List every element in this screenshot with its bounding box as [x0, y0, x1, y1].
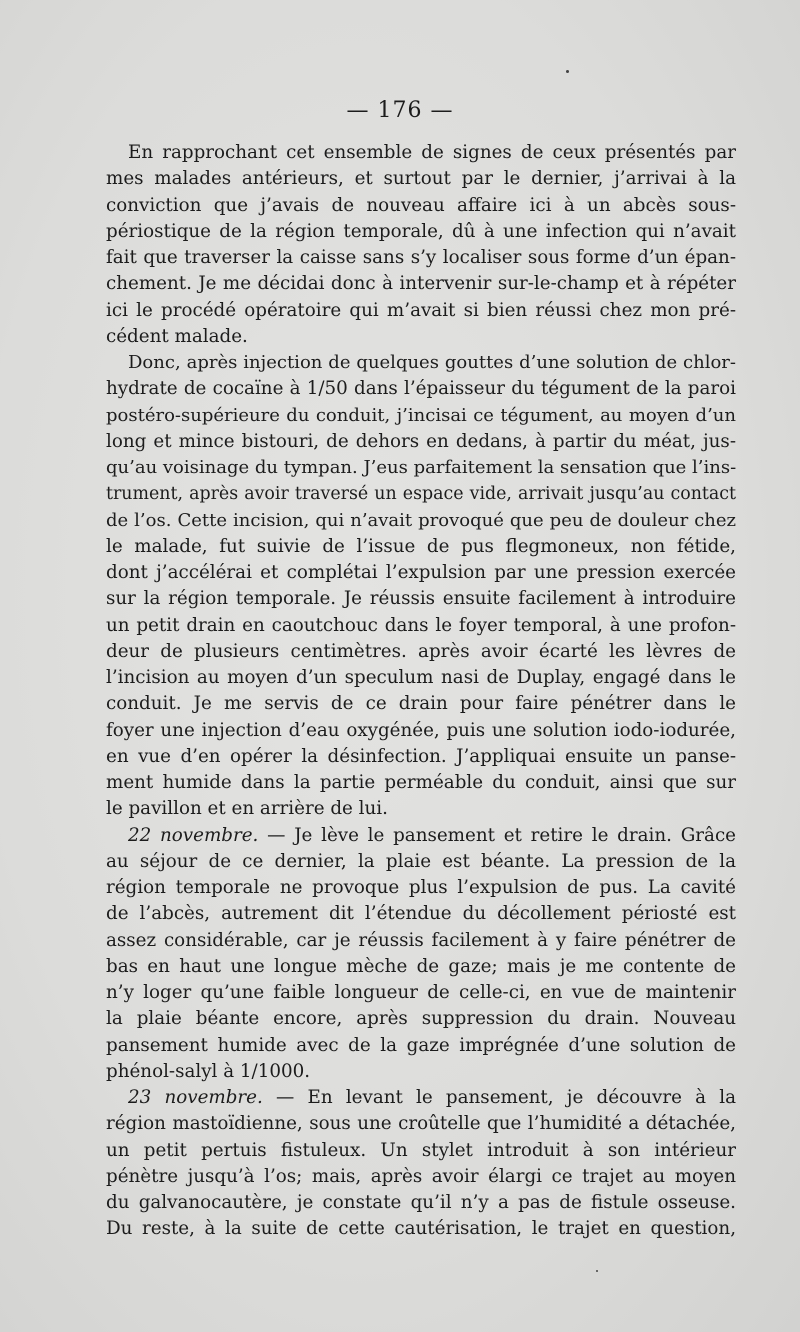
line-text: dont j’accélérai et complétai l’expulsion par une pression exercée — [106, 562, 736, 583]
text-line — [106, 1164, 736, 1190]
text-line — [106, 770, 736, 796]
line-text: — En levant le pansement, je découvre à la — [262, 1087, 736, 1108]
line-text: trument, après avoir traversé un espace vide, arrivait jusqu’au contact — [106, 484, 736, 505]
line-text: sur la région temporale. Je réussis ensuite facilement à introduire — [106, 588, 736, 610]
text-line — [106, 403, 736, 429]
line-text: Du reste, à la suite de cette cautérisation, le trajet en question, — [106, 1218, 736, 1240]
line-text: postéro-supérieure du conduit, j’incisai ce tégument, au moyen d’un — [106, 404, 736, 426]
line-text: de l’os. Cette incision, qui n’avait provoqué que peu de douleur chez — [106, 509, 736, 531]
text-line — [106, 796, 736, 822]
line-text: — Je lève le pansement et retire le drain. Grâce — [258, 824, 736, 846]
text-line — [106, 429, 736, 455]
line-text: de l’abcès, autrement dit l’étendue du décollement périosté est — [106, 903, 736, 925]
text-line — [106, 481, 736, 507]
text-line — [106, 954, 736, 980]
text-line — [106, 298, 736, 324]
line-text: région mastoïdienne, sous une croûtelle que l’humidité a détachée, — [106, 1113, 736, 1135]
line-text: deur de plusieurs centimètres. après avoir écarté les lèvres de — [106, 640, 736, 662]
line-text: En rapprochant cet ensemble de signes de ceux présentés par — [128, 142, 736, 163]
text-line — [106, 849, 736, 875]
line-text: région temporale ne provoque plus l’expulsion de pus. La cavité — [106, 877, 736, 898]
text-line — [106, 875, 736, 901]
text-line — [106, 1190, 736, 1216]
line-text: pénètre jusqu’à l’os; mais, après avoir élargi ce trajet au moyen — [106, 1165, 736, 1187]
line-text: le pavillon et en arrière de lui. — [106, 798, 388, 820]
line-text: conviction que j’avais de nouveau affaire ici à un abcès sous- — [106, 194, 736, 216]
line-text: au séjour de ce dernier, la plaie est béante. La pression de la — [106, 850, 736, 872]
ink-speck — [566, 70, 569, 73]
line-text: phénol-salyl à 1/1000. — [106, 1060, 311, 1082]
line-text: long et mince bistouri, de dehors en dedans, à partir du méat, jus- — [106, 430, 736, 452]
entry-date: 22 novembre. — [128, 824, 259, 846]
text-line — [106, 613, 736, 639]
text-line — [106, 1085, 736, 1111]
text-line — [106, 193, 736, 219]
text-line — [106, 245, 736, 271]
text-line — [106, 534, 736, 560]
text-line — [106, 665, 736, 691]
text-line — [106, 560, 736, 586]
entry-date: 23 novembre. — [128, 1087, 263, 1108]
ink-speck — [596, 1270, 598, 1272]
text-line — [106, 1138, 736, 1164]
text-line — [106, 1006, 736, 1032]
text-line — [106, 219, 736, 245]
line-text: un petit drain en caoutchouc dans le foyer temporal, à une profon- — [106, 614, 736, 636]
line-text: Donc, après injection de quelques gouttes d’une solution de chlor- — [128, 352, 736, 373]
line-text: chement. Je me décidai donc à intervenir sur-le-champ et à répéter — [106, 273, 736, 295]
line-text: un petit pertuis fistuleux. Un stylet introduit à son intérieur — [106, 1139, 736, 1161]
text-line — [106, 691, 736, 717]
line-text: cédent malade. — [106, 325, 248, 347]
line-text: fait que traverser la caisse sans s’y localiser sous forme d’un épan- — [106, 247, 736, 268]
line-text: ment humide dans la partie perméable du conduit, ainsi que sur — [106, 772, 736, 793]
text-line — [106, 1033, 736, 1059]
text-line — [106, 1059, 736, 1085]
text-line — [106, 718, 736, 744]
line-text: hydrate de cocaïne à 1/50 dans l’épaisseur du tégument de la paroi — [106, 378, 736, 400]
text-line — [106, 928, 736, 954]
line-text: du galvanocautère, je constate qu’il n’y a pas de fistule osseuse. — [106, 1192, 736, 1213]
text-line — [106, 639, 736, 665]
text-line — [106, 823, 736, 849]
text-line — [106, 1216, 736, 1242]
text-line — [106, 455, 736, 481]
line-text: en vue d’en opérer la désinfection. J’appliquai ensuite un panse- — [106, 745, 736, 767]
line-text: le malade, fut suivie de l’issue de pus flegmoneux, non fétide, — [106, 535, 736, 557]
line-text: bas en haut une longue mèche de gaze; mais je me contente de — [106, 955, 736, 977]
line-text: ici le procédé opératoire qui m’avait si bien réussi chez mon pré- — [106, 299, 736, 321]
line-text: conduit. Je me servis de ce drain pour faire pénétrer dans le — [106, 693, 736, 715]
text-line — [106, 271, 736, 297]
line-text: foyer une injection d’eau oxygénée, puis une solution iodo-iodurée, — [106, 719, 736, 741]
line-text: pansement humide avec de la gaze imprégnée d’une solution de — [106, 1034, 736, 1056]
line-text: n’y loger qu’une faible longueur de celle-ci, en vue de maintenir — [106, 982, 736, 1003]
text-line — [106, 350, 736, 376]
line-text: qu’au voisinage du tympan. J’eus parfaitement la sensation que l’ins- — [106, 457, 736, 478]
line-text: périostique de la région temporale, dû à une infection qui n’avait — [106, 220, 736, 242]
text-line — [106, 166, 736, 192]
text-line — [106, 508, 736, 534]
text-line — [106, 140, 736, 166]
text-line — [106, 744, 736, 770]
line-text: la plaie béante encore, après suppression du drain. Nouveau — [106, 1008, 736, 1030]
text-line — [106, 901, 736, 927]
page-number: — 176 — — [346, 98, 454, 123]
line-text: l’incision au moyen d’un speculum nasi de Duplay, engagé dans le — [106, 667, 736, 688]
text-line — [106, 586, 736, 612]
body-text — [106, 140, 736, 1243]
text-line — [106, 980, 736, 1006]
line-text: mes malades antérieurs, et surtout par le dernier, j’arrivai à la — [106, 168, 736, 190]
text-line — [106, 324, 736, 350]
text-line — [106, 1111, 736, 1137]
text-line — [106, 376, 736, 402]
line-text: assez considérable, car je réussis facilement à y faire pénétrer de — [106, 929, 736, 951]
